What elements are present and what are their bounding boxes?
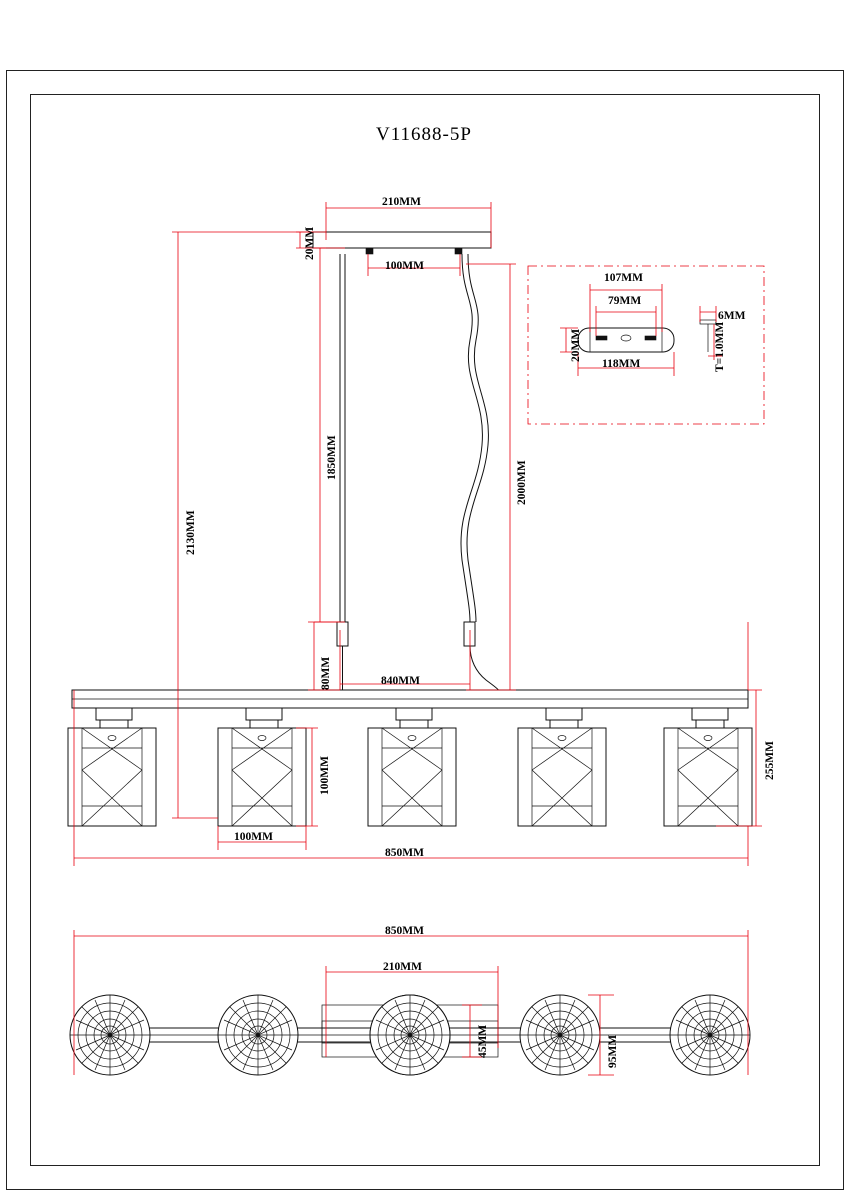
- drop-rod: [337, 254, 348, 700]
- power-cord: [461, 254, 502, 695]
- dim-plate-height: 20MM: [570, 328, 582, 362]
- shade-top-4: [520, 995, 600, 1075]
- dim-plate-outer: 118MM: [602, 358, 641, 370]
- top-view: [70, 995, 750, 1075]
- dim-bar-length: 840MM: [381, 675, 420, 687]
- dim-fixture-depth: 255MM: [764, 741, 776, 780]
- dim-wire-length: 2000MM: [516, 460, 528, 505]
- dim-canopy-mount-spacing: 100MM: [385, 260, 424, 272]
- dim-plate-slot: 79MM: [608, 295, 642, 307]
- shade-front-4: [518, 708, 606, 826]
- canopy-geometry: [313, 232, 491, 254]
- dim-top-view-center: 210MM: [383, 961, 422, 973]
- page-title: V11688-5P: [376, 124, 472, 145]
- shade-front-1: [68, 708, 156, 826]
- dim-canopy-width: 210MM: [382, 196, 421, 208]
- shade-top-5: [670, 995, 750, 1075]
- shade-top-1: [70, 995, 150, 1075]
- dim-overall-length: 850MM: [385, 847, 424, 859]
- shade-front-5: [664, 708, 752, 826]
- dim-overall-height: 2130MM: [185, 510, 197, 555]
- shade-front-2: [218, 708, 306, 826]
- dim-plate-thickness: T=1.0MM: [714, 321, 726, 372]
- dim-shade-height: 100MM: [319, 756, 331, 795]
- dim-plate-tab: 6MM: [718, 310, 746, 322]
- shade-front-3: [368, 708, 456, 826]
- mounting-bar: [72, 690, 748, 708]
- dim-bar-to-shade: 80MM: [320, 656, 332, 690]
- shade-top-2: [218, 995, 298, 1075]
- dim-plate-length: 107MM: [604, 272, 643, 284]
- dim-top-view-shade: 95MM: [607, 1034, 619, 1068]
- dim-canopy-height: 20MM: [304, 226, 316, 260]
- dim-top-view-small: 45MM: [477, 1024, 489, 1058]
- dim-shade-width: 100MM: [234, 831, 273, 843]
- dim-drop-rod: 1850MM: [326, 435, 338, 480]
- dim-top-view-length: 850MM: [385, 925, 424, 937]
